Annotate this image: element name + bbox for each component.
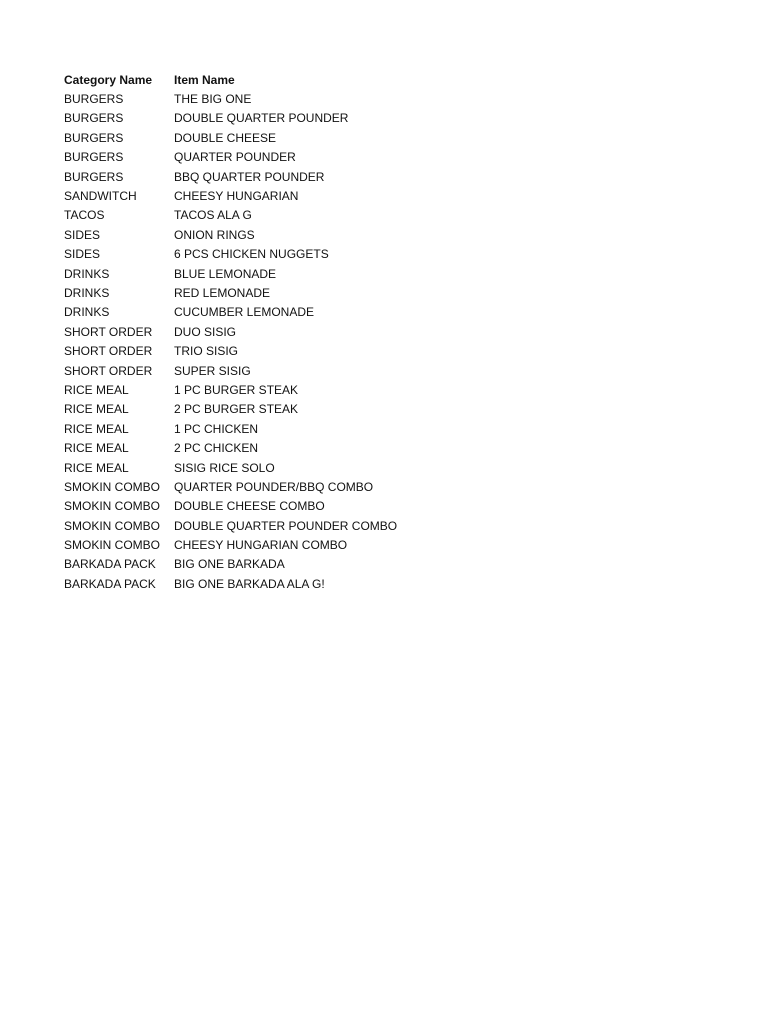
table-row: [64, 497, 434, 516]
category-cell: BURGERS: [64, 150, 124, 165]
item-cell: TACOS ALA G: [174, 208, 252, 223]
table-row: [64, 419, 434, 438]
item-cell: 2 PC BURGER STEAK: [174, 402, 299, 417]
item-cell: BIG ONE BARKADA ALA G!: [174, 576, 325, 591]
table-row: [64, 225, 434, 244]
category-cell: DRINKS: [64, 305, 110, 320]
category-cell: BARKADA PACK: [64, 557, 156, 572]
item-cell: RED LEMONADE: [174, 285, 271, 300]
table-row: [64, 458, 434, 477]
item-cell: DOUBLE QUARTER POUNDER COMBO: [174, 518, 398, 533]
item-cell: DOUBLE CHEESE: [174, 130, 277, 145]
category-cell: RICE MEAL: [64, 421, 129, 436]
table-row: [64, 380, 434, 399]
category-cell: BURGERS: [64, 169, 124, 184]
category-cell: RICE MEAL: [64, 460, 129, 475]
item-cell: SUPER SISIG: [174, 363, 251, 378]
table-row: [64, 186, 434, 205]
category-cell: DRINKS: [64, 285, 110, 300]
category-cell: RICE MEAL: [64, 402, 129, 417]
category-cell: RICE MEAL: [64, 382, 129, 397]
category-name-header: Category Name: [64, 72, 153, 87]
item-cell: DOUBLE CHEESE COMBO: [174, 499, 325, 514]
item-cell: BBQ QUARTER POUNDER: [174, 169, 325, 184]
document-page: [64, 70, 434, 594]
table-row: [64, 89, 434, 108]
menu-items-table: [64, 70, 434, 594]
item-cell: CHEESY HUNGARIAN: [174, 189, 299, 204]
category-cell: SMOKIN COMBO: [64, 538, 161, 553]
item-cell: DOUBLE QUARTER POUNDER: [174, 111, 349, 126]
table-row: [64, 361, 434, 380]
item-cell: DUO SISIG: [174, 324, 237, 339]
item-cell: 2 PC CHICKEN: [174, 441, 259, 456]
table-row: [64, 438, 434, 457]
item-cell: CUCUMBER LEMONADE: [174, 305, 315, 320]
table-body: [64, 89, 434, 593]
item-name-header: Item Name: [174, 72, 235, 87]
category-cell: SIDES: [64, 227, 101, 242]
table-row: [64, 341, 434, 360]
item-cell: BIG ONE BARKADA: [174, 557, 285, 572]
table-row: [64, 322, 434, 341]
category-cell: SMOKIN COMBO: [64, 499, 161, 514]
table-row: [64, 555, 434, 574]
category-cell: BARKADA PACK: [64, 576, 156, 591]
category-cell: RICE MEAL: [64, 441, 129, 456]
table-row: [64, 167, 434, 186]
item-cell: 1 PC CHICKEN: [174, 421, 259, 436]
category-cell: BURGERS: [64, 130, 124, 145]
table-row: [64, 516, 434, 535]
category-cell: DRINKS: [64, 266, 110, 281]
category-cell: SHORT ORDER: [64, 344, 153, 359]
table-row: [64, 264, 434, 283]
item-cell: 1 PC BURGER STEAK: [174, 382, 299, 397]
table-row: [64, 245, 434, 264]
table-row: [64, 206, 434, 225]
category-cell: BURGERS: [64, 92, 124, 107]
category-cell: SIDES: [64, 247, 101, 262]
item-cell: CHEESY HUNGARIAN COMBO: [174, 538, 348, 553]
item-cell: QUARTER POUNDER/BBQ COMBO: [174, 479, 374, 494]
category-cell: SMOKIN COMBO: [64, 518, 161, 533]
category-cell: BURGERS: [64, 111, 124, 126]
category-cell: SHORT ORDER: [64, 363, 153, 378]
table-row: [64, 303, 434, 322]
table-row: [64, 128, 434, 147]
item-cell: SISIG RICE SOLO: [174, 460, 275, 475]
table-row: [64, 477, 434, 496]
category-cell: SANDWITCH: [64, 189, 137, 204]
category-cell: SHORT ORDER: [64, 324, 153, 339]
item-cell: TRIO SISIG: [174, 344, 239, 359]
category-cell: TACOS: [64, 208, 105, 223]
table-row: [64, 535, 434, 554]
item-cell: 6 PCS CHICKEN NUGGETS: [174, 247, 329, 262]
table-header-row: [64, 70, 434, 89]
item-cell: ONION RINGS: [174, 227, 255, 242]
item-cell: BLUE LEMONADE: [174, 266, 277, 281]
table-row: [64, 283, 434, 302]
item-cell: QUARTER POUNDER: [174, 150, 296, 165]
table-row: [64, 109, 434, 128]
table-row: [64, 574, 434, 593]
table-row: [64, 148, 434, 167]
item-cell: THE BIG ONE: [174, 92, 252, 107]
category-cell: SMOKIN COMBO: [64, 479, 161, 494]
table-row: [64, 400, 434, 419]
